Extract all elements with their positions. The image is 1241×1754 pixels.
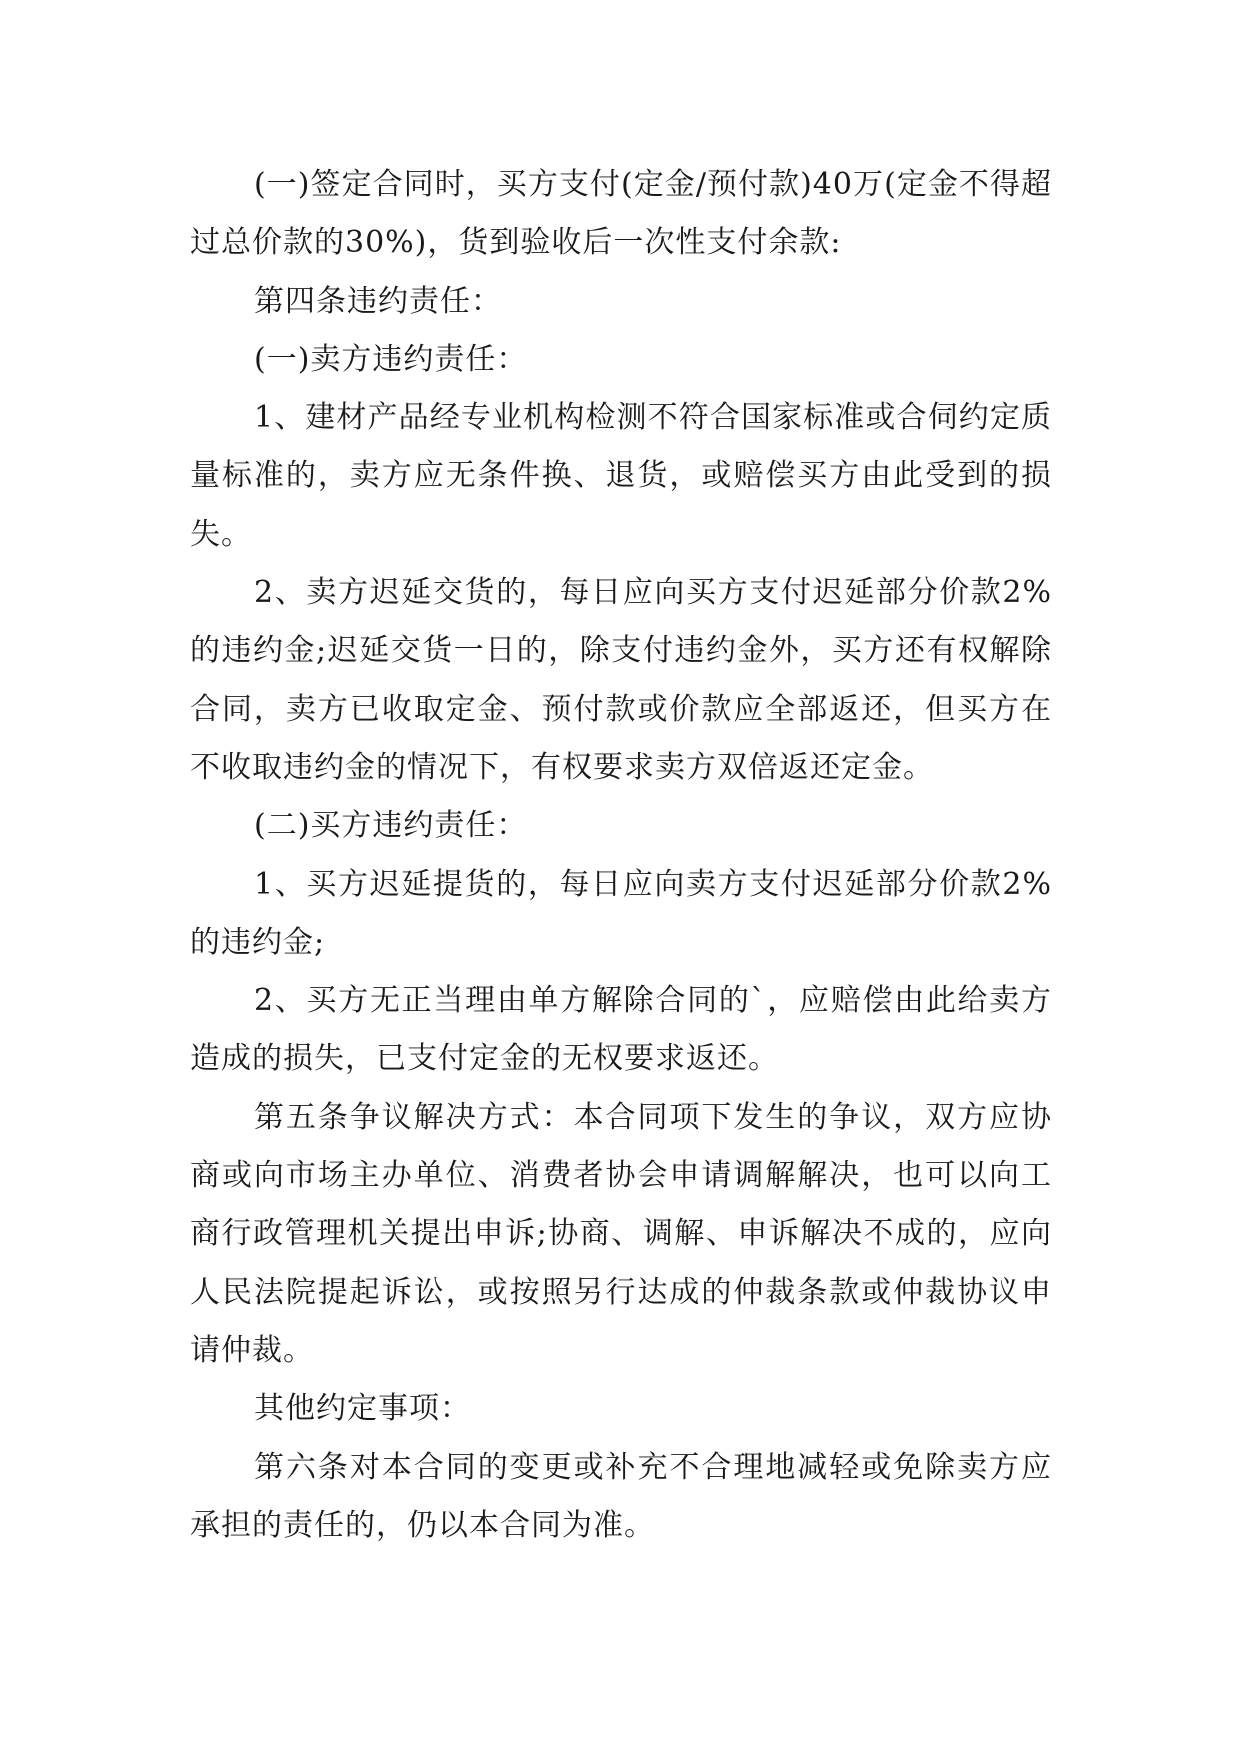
- paragraph-seller-quality: 1、建材产品经专业机构检测不符合国家标准或合伺约定质量标准的，卖方应无条件换、退货，或赔偿买方由此受到的损失。: [190, 400, 1052, 552]
- paragraph-seller-late-delivery: 2、卖方迟延交货的，每日应向买方支付迟延部分价款2%的违约金;迟延交货一日的，除支付违约金外，买方还有权解除合同，卖方已收取定金、预付款或价款应全部返还，但买方在不收取违约金的情况下，有权要求卖方双倍返还定金。: [190, 575, 1052, 785]
- paragraph-buyer-late-pickup: 1、买方迟延提货的，每日应向卖方支付迟延部分价款2%的违约金;: [190, 866, 1052, 960]
- heading-article-4-liability: 第四条违约责任：: [254, 283, 502, 319]
- paragraph-payment-terms: (一)签定合同时，买方支付(定金/预付款)40万(定金不得超过总价款的30%)，货到验收后一次性支付余款:: [190, 167, 1052, 261]
- paragraph-buyer-termination: 2、买方无正当理由单方解除合同的`，应赔偿由此给卖方造成的损失，已支付定金的无权要求返还。: [190, 983, 1052, 1077]
- paragraph-article-5-disputes: 第五条争议解决方式：本合同项下发生的争议，双方应协商或向市场主办单位、消费者协会申请调解解决，也可以向工商行政管理机关提出申诉;协商、调解、申诉解决不成的，应向人民法院提起诉讼，或按照另行达成的仲裁条款或仲裁协议申请仲裁。: [190, 1099, 1052, 1368]
- heading-buyer-liability: (二)买方违约责任：: [254, 808, 528, 844]
- paragraph-article-6-amendments: 第六条对本合同的变更或补充不合理地减轻或免除卖方应承担的责任的，仍以本合同为准。: [190, 1449, 1052, 1543]
- heading-other-matters: 其他约定事项：: [254, 1391, 471, 1427]
- heading-seller-liability: (一)卖方违约责任：: [254, 341, 528, 377]
- document-body: [190, 156, 1052, 1555]
